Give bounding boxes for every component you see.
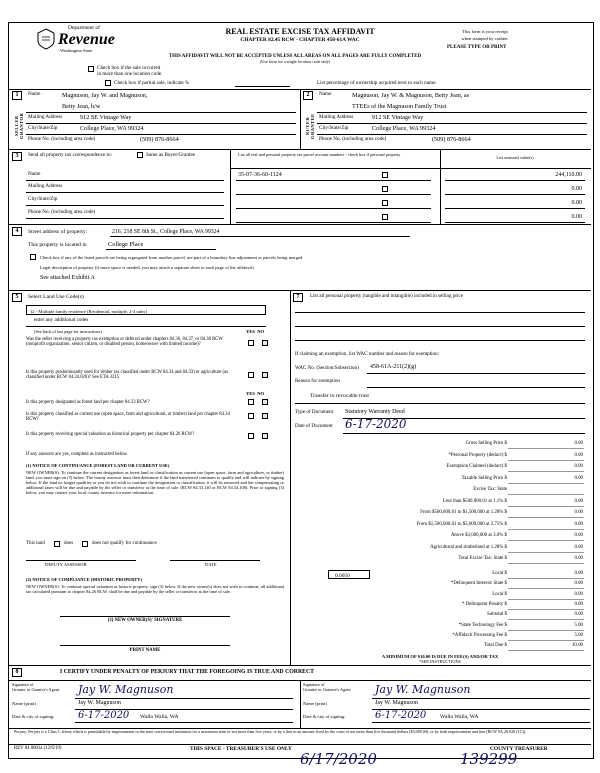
- tax-row-value[interactable]: 0.00: [574, 544, 583, 550]
- q3-no-checkbox[interactable]: [262, 399, 268, 405]
- new-owner-signature-label: (3) NEW OWNER(S)' SIGNATURE: [107, 618, 183, 623]
- grantor-signature[interactable]: Jay W. Magnuson: [78, 683, 174, 696]
- segregation-label: Check box if any of the listed parcels are being segregated from another parcel, are part of a boundary line adjustment or parcels being merged: [40, 255, 303, 260]
- buyer-phone-label: Phone No. (including area code): [319, 136, 387, 142]
- personal-property-checkbox[interactable]: [382, 186, 388, 192]
- personal-property-checkbox[interactable]: [382, 214, 388, 220]
- parcel-numbers-header: List all real and personal property tax parcel account numbers - check box if personal property: [238, 152, 401, 157]
- tax-local-row-label: *State Technology Fee $: [458, 622, 507, 628]
- same-as-buyer-label: Same as Buyer/Grantee: [146, 152, 195, 158]
- seller-phone-label: Phone No. (including area code): [28, 136, 96, 142]
- grantor-name-label: Name (print): [12, 701, 36, 706]
- assessed-value[interactable]: 244,110.00: [555, 172, 582, 178]
- section-7-number: 7: [293, 293, 303, 302]
- notice-compliance-title: (2) NOTICE OF COMPLIANCE (HISTORIC PROPERTY): [26, 577, 142, 582]
- seller-phone-value[interactable]: (509) 876-8664: [140, 136, 179, 143]
- tax-local-row-label: Local $: [492, 571, 507, 576]
- section-1-number: 1: [12, 91, 22, 100]
- q1-yes-checkbox[interactable]: [248, 340, 254, 346]
- q4-yes-checkbox[interactable]: [248, 413, 254, 419]
- land-use-code-field[interactable]: [26, 305, 266, 315]
- grantee-name-value[interactable]: Jay W. Magnuson: [375, 700, 418, 706]
- corr-mailing-label: Mailing Address: [28, 183, 63, 189]
- historic-question: Is this property receiving special valuation as historical property per chapter 84.26 RCW?: [26, 432, 195, 437]
- q2-no-checkbox[interactable]: [262, 372, 268, 378]
- state-label: Washington State: [60, 48, 93, 53]
- multi-location-label: Check box if the sale occurred: [97, 65, 161, 71]
- forest-land-question: Is this property designated as forest land per chapter 84.33 RCW?: [26, 400, 150, 405]
- tax-row-label: Gross Selling Price $: [465, 441, 507, 446]
- grantor-city-value[interactable]: Walla Walla, WA: [140, 714, 179, 720]
- located-in-label: This property is located in: [28, 242, 87, 248]
- assessed-value[interactable]: 0.00: [571, 200, 582, 206]
- does-not-qualify-checkbox[interactable]: [82, 541, 88, 547]
- see-instructions-note: *SEE INSTRUCTIONS: [419, 659, 461, 664]
- street-address-label: Street address of property:: [28, 229, 88, 235]
- tax-local-row-value[interactable]: 0.00: [574, 571, 583, 576]
- form-title: REAL ESTATE EXCISE TAX AFFIDAVIT: [225, 27, 375, 36]
- form-subtitle: CHAPTER 82.45 RCW - CHAPTER 458-61A WAC: [240, 37, 360, 43]
- buyer-city-value[interactable]: College Place, WA 99324: [372, 125, 436, 132]
- buyer-phone-value[interactable]: (509) 876-8664: [432, 136, 471, 143]
- tax-local-row-value[interactable]: 0.00: [574, 581, 583, 587]
- tax-row-value[interactable]: 0.00: [574, 498, 583, 504]
- tax-local-row-value[interactable]: 10.00: [571, 643, 583, 649]
- see-back-label: (See back of last page for instructions): [34, 329, 102, 334]
- buyer-name-value-2[interactable]: TTEEs of the Magnuson Family Trust: [352, 103, 447, 110]
- tax-row-label: Agricultural and timberland at 1.28% $: [430, 544, 507, 550]
- tax-row-value[interactable]: 0.00: [574, 510, 583, 515]
- local-rate-value: 0.0050: [335, 573, 350, 579]
- form-warning: THIS AFFIDAVIT WILL NOT BE ACCEPTED UNLESS ALL AREAS ON ALL PAGES ARE FULLY COMPLETED: [168, 54, 422, 59]
- multi-location-label-2: in more than one location code.: [97, 71, 163, 77]
- revision-label: REV 84 0001a (12/6/19): [14, 746, 62, 751]
- section-2-number: 2: [303, 91, 313, 100]
- tax-row-label: From $1,500,000.01 to $3,000,000 at 2.75% $: [416, 521, 507, 527]
- tax-row-label: Less than $500,000.01 at 1.1% $: [442, 498, 507, 504]
- parcel-number[interactable]: 35-07-36-60-1124: [238, 172, 282, 178]
- legal-description-label: Legal description of property (if more space is needed, you may attach a separate sheet to each page of the affidavit): [40, 265, 254, 270]
- segregation-checkbox[interactable]: [30, 254, 36, 260]
- timber-question: Is this property predominantly used for timber (as classified under RCW 84.34 and 84.33) or agriculture (as classified under RCW 84.34.020)? See ETA 3215: [26, 370, 228, 381]
- seller-name-label: Name: [28, 91, 41, 97]
- buyer-name-value[interactable]: Magnuson, Jay W. & Magnuson, Betty Jean, as: [352, 92, 470, 99]
- certify-title: I CERTIFY UNDER PENALTY OF PERJURY THAT THE FOREGOING IS TRUE AND CORRECT: [60, 669, 315, 675]
- tax-row-value[interactable]: 0.00: [574, 475, 583, 481]
- located-in-value[interactable]: College Place: [108, 241, 144, 248]
- tax-row-label: Excise Tax: State: [473, 487, 507, 492]
- tax-local-row-value[interactable]: 0.00: [574, 601, 583, 607]
- yes-no-header-2: YES NO: [246, 391, 265, 396]
- grantee-city-value[interactable]: Walla Walla, WA: [440, 714, 479, 720]
- tax-local-row-value[interactable]: 5.00: [574, 632, 583, 638]
- q4-no-checkbox[interactable]: [262, 413, 268, 419]
- grantee-signature-label: Signature of Grantee or Grantee's Agent: [303, 682, 351, 693]
- does-label: does: [64, 541, 74, 546]
- personal-property-title: List all personal property (tangible and intangible) included in selling price: [310, 293, 464, 299]
- exemption-claim-label: If claiming an exemption, list WAC number and reason for exemption:: [295, 351, 440, 357]
- land-use-title: Select Land Use Code(s): [28, 294, 84, 300]
- receipt-note-1: This form is your receipt: [462, 29, 508, 34]
- wac-number-value[interactable]: 458-61A-211(2)(g): [370, 364, 417, 370]
- grantor-date-label: Date & city of signing:: [12, 714, 55, 719]
- perjury-note: Perjury: Perjury is a Class C felony which is punishable by imprisonment in the state correctional institution for a maximum term of not more than five years, or by a fine in an amount fixed by the court of not more than five thousand dollars ($5,000.00), or by both imprisonment and fine (RCW 9A.20.020 (1C)).: [14, 729, 527, 734]
- tax-row-label: From $500,000.01 to $1,500,000 at 1.28% $: [420, 510, 507, 515]
- deputy-assessor-label: DEPUTY ASSESSOR: [45, 562, 87, 567]
- this-land-label: This land: [26, 541, 45, 546]
- corr-phone-label: Phone No. (including area code): [28, 209, 96, 215]
- personal-property-checkbox[interactable]: [382, 200, 388, 206]
- local-rate-field[interactable]: [328, 570, 370, 579]
- notice-compliance-body: NEW OWNER(S): To continue special valuation as historic property, sign (3) below. If the new owner(s) does not wish to continue, all additional tax calculated pursuant to chapter 84.26 RCW, shall be due and payable by the seller or transferor at the time of sale.: [26, 584, 284, 595]
- land-use-code-value: 12 - Multiple family residence (Residential, multiple, 2-4 units): [30, 308, 147, 314]
- q5-yes-checkbox[interactable]: [248, 433, 254, 439]
- notice-continuance-title: (1) NOTICE OF CONTINUANCE (FOREST LAND OR CURRENT USE): [26, 463, 170, 468]
- seller-name-value[interactable]: Magnuson, Jay W. and Magnuson,: [62, 92, 148, 99]
- buyer-mailing-value[interactable]: 912 SE Vintage Way: [372, 114, 424, 121]
- tax-row-value[interactable]: 0.00: [574, 533, 583, 538]
- section-5-number: 5: [12, 293, 22, 302]
- corr-city-label: City/State/Zip: [28, 196, 58, 202]
- tax-row-label: Above $3,000,000 at 3.0% $: [450, 533, 507, 538]
- grantee-date-value[interactable]: 6-17-2020: [375, 710, 427, 721]
- tax-row-value[interactable]: 0.00: [574, 521, 583, 527]
- document-type-value[interactable]: Statutory Warranty Deed: [345, 409, 405, 415]
- wac-number-label: WAC No. (Section/Subsection): [295, 365, 359, 371]
- seller-mailing-label: Mailing Address: [28, 114, 63, 120]
- seller-grantor-vertical-label: SELLER GRANTOR: [14, 112, 24, 140]
- document-type-label: Type of Document: [295, 409, 334, 415]
- does-qualify-checkbox[interactable]: [54, 541, 60, 547]
- tax-row-label: Taxable Selling Price $: [461, 475, 507, 481]
- yes-no-header-1: YES NO: [246, 329, 265, 334]
- personal-property-checkbox[interactable]: [382, 172, 388, 178]
- same-as-buyer-checkbox[interactable]: [137, 152, 143, 158]
- seller-name-value-2[interactable]: Betty Jean, h/w: [62, 103, 101, 110]
- tax-row-label: Exemption Claimed (deduct) $: [446, 464, 507, 469]
- street-address-value[interactable]: 216, 218 SE 8th St., College Place, WA 99324: [112, 229, 220, 235]
- buyer-city-label: City/State/Zip: [319, 125, 349, 131]
- q3-yes-checkbox[interactable]: [248, 399, 254, 405]
- seller-city-label: City/State/Zip: [28, 125, 58, 131]
- county-treasurer-label: COUNTY TREASURER: [490, 746, 548, 752]
- tax-local-row-value[interactable]: 0.00: [574, 591, 583, 597]
- grantor-signature-label: Signature of Grantor or Grantor's Agent: [12, 682, 60, 693]
- assessed-value[interactable]: 0.00: [571, 214, 582, 220]
- seller-city-value[interactable]: College Place, WA 99324: [80, 125, 144, 132]
- partial-sale-label: Check box if partial sale, indicate %: [114, 80, 190, 86]
- tax-row-label: Total Excise Tax: State $: [458, 556, 507, 561]
- buyer-grantee-vertical-label: BUYER GRANTEE: [305, 113, 315, 139]
- buyer-name-label: Name: [319, 91, 332, 97]
- treasurer-space-label: THIS SPACE - TREASURER'S USE ONLY: [190, 746, 292, 752]
- q5-no-checkbox[interactable]: [262, 433, 268, 439]
- form-warning-2: (Use form for a single location code only): [259, 59, 331, 64]
- document-date-label: Date of Document: [295, 423, 333, 429]
- reason-exemption-label: Reason for exemption: [295, 378, 340, 384]
- dept-label: Department of: [68, 25, 100, 31]
- send-correspondence-label: Send all property tax correspondence to:: [28, 152, 112, 158]
- q1-no-checkbox[interactable]: [262, 340, 268, 346]
- grantor-date-value[interactable]: 6-17-2020: [78, 710, 130, 721]
- assessed-value-header: List assessed value(s): [496, 155, 534, 160]
- reason-exemption-value[interactable]: Transfer to revocable trust: [310, 393, 369, 399]
- grantee-signature[interactable]: Jay W. Magnuson: [375, 683, 471, 696]
- treasurer-stamp-date: 6/17/2020: [300, 750, 377, 768]
- minimum-due-note: A MINIMUM OF $10.00 IS DUE IN FEE(S) AND/OR TAX: [381, 654, 499, 659]
- tax-row-value[interactable]: 0.00: [574, 452, 583, 458]
- grantee-date-label: Date & city of signing:: [303, 714, 346, 719]
- tax-local-row-label: * Delinquent Penalty $: [462, 601, 507, 607]
- treasurer-stamp-number: 139299: [460, 750, 518, 768]
- if-yes-note: If any answers are yes, complete as instructed below.: [26, 452, 128, 457]
- assessor-date-label: DATE: [205, 562, 217, 567]
- pct-ownership-label: List percentage of ownership acquired next to each name.: [317, 80, 437, 86]
- seller-mailing-value[interactable]: 912 SE Vintage Way: [80, 114, 132, 121]
- current-use-question: Is this property classified as current use (open space, farm and agricultural, or timber) land per chapter 84.34 RCW?: [26, 412, 230, 423]
- tax-row-value[interactable]: 0.00: [574, 556, 583, 561]
- revenue-logo: Revenue: [58, 31, 115, 48]
- tax-local-row-label: *Delinquent Interest: State $: [450, 581, 507, 587]
- does-not-label: does not qualify for continuance: [92, 541, 157, 546]
- corr-name-label: Name: [28, 171, 41, 177]
- section-3-number: 3: [12, 152, 22, 161]
- section-8-number: 8: [12, 668, 22, 677]
- tax-local-row-label: Total Due $: [483, 643, 507, 649]
- tax-row-value[interactable]: 0.00: [574, 441, 583, 446]
- legal-description-value[interactable]: See attached Exhibit A: [40, 275, 95, 281]
- buyer-mailing-label: Mailing Address: [319, 114, 354, 120]
- assessed-value[interactable]: 0.00: [571, 186, 582, 192]
- tax-row-value[interactable]: 0.00: [574, 464, 583, 469]
- tax-local-row-value[interactable]: 5.00: [574, 622, 583, 628]
- tax-local-row-label: Subtotal $: [487, 612, 507, 618]
- print-name-label: PRINT NAME: [129, 648, 161, 653]
- tax-local-row-value[interactable]: 0.00: [574, 612, 583, 618]
- notice-continuance-body: NEW OWNER(S): To continue the current designation as forest land or classification as current use (open space, farm and agriculture, or timber) land, you must sign on (3) below. The county assessor must then determine if the land transferred continues to qualify and will indicate by signing below. If the land no longer qualifies or you do not wish to continue the designation or classification, it will be removed and the compensating or additional taxes will be due and payable by the seller or transferor at the time of sale. (RCW 84.33.140 or RCW 84.34.108). Prior to signing (3) below, you may contact your local county assessor for more information.: [26, 470, 284, 496]
- grantor-name-value[interactable]: Jay W. Magnuson: [78, 700, 121, 706]
- grantee-name-label: Name (print): [303, 701, 327, 706]
- q2-yes-checkbox[interactable]: [248, 372, 254, 378]
- tax-local-row-label: *Affidavit Processing Fee $: [452, 632, 507, 638]
- receipt-note-2: when stamped by cashier.: [461, 36, 509, 41]
- enter-more-codes-label: enter any additional codes: [34, 317, 89, 323]
- document-date-value[interactable]: 6-17-2020: [345, 417, 407, 431]
- section-4-number: 4: [12, 227, 22, 236]
- exemption-question: Was the seller receiving a property tax exemption or deferral under chapters 84.36, 84.37, or 84.38 RCW (nonprofit organization, senior citizen, or disabled person, homeowner with limited income)?: [26, 337, 223, 348]
- tax-local-row-label: Local $: [492, 591, 507, 597]
- tax-row-label: *Personal Property (deduct) $: [448, 452, 507, 458]
- type-or-print-label: PLEASE TYPE OR PRINT: [447, 45, 507, 50]
